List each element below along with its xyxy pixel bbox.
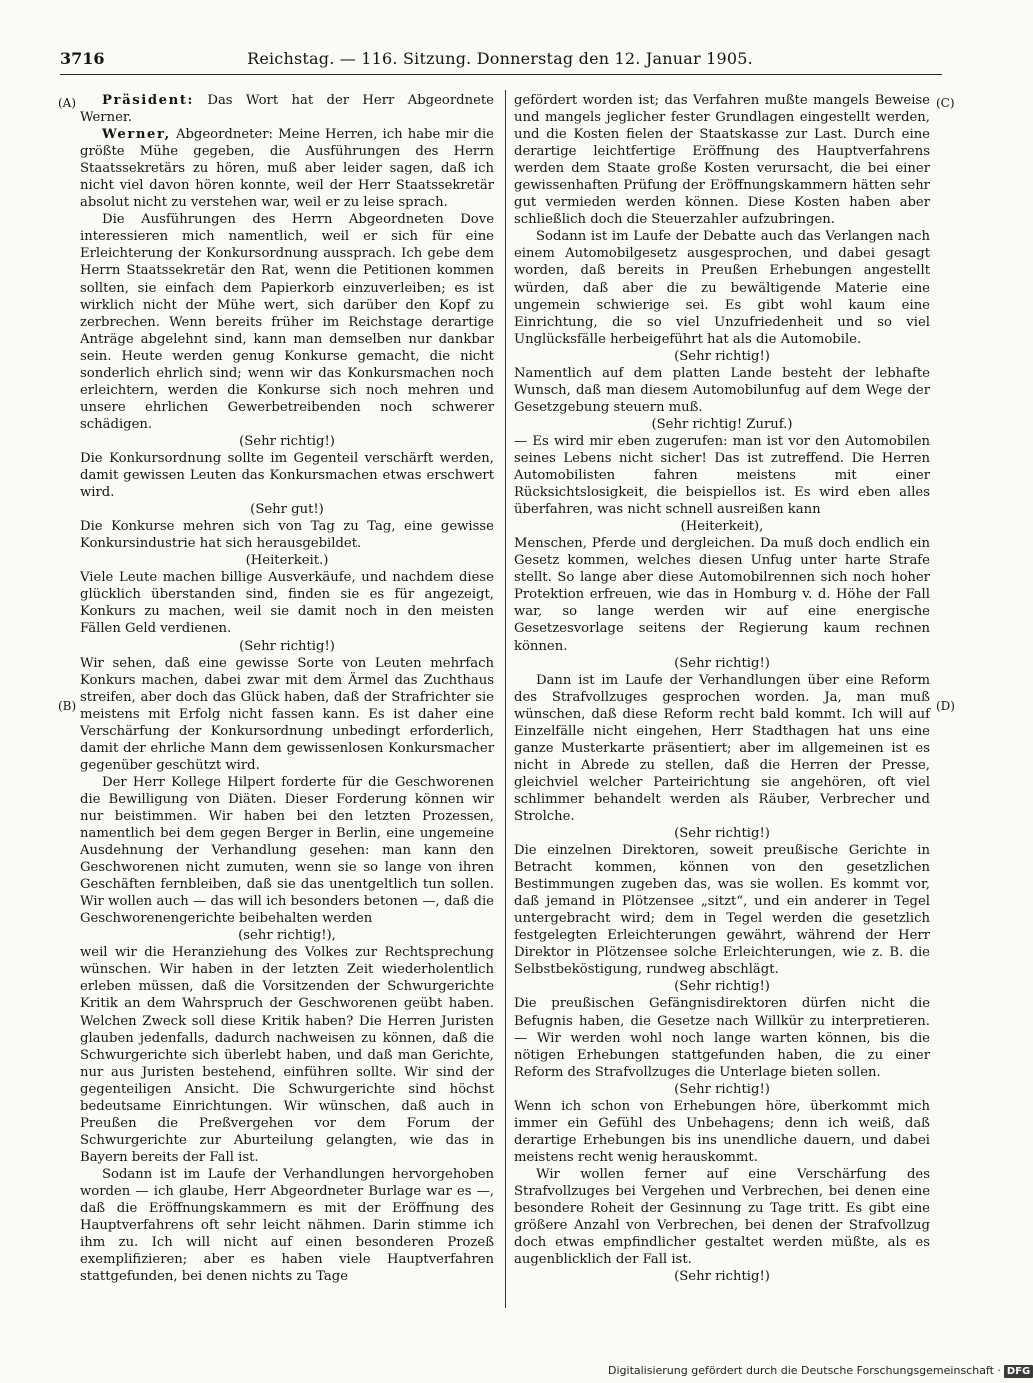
paragraph: Die Ausführungen des Herrn Abgeordneten Dove interessieren mich namentlich, weil er sich für eine Erleichterung der Konkursordnung aussprach. Ich gebe dem Herrn Staatssekretär den Rat, wenn die Petitionen kommen sollten, sie einfach dem Papierkorb einzuverleiben; es ist wirklich nicht der Mühe wert, sich darüber den Kopf zu zerbrechen. Wenn bereits früher im Reichstage derartige Anträge abgelehnt sind, kann man demselben nur dankbar sein. Heute werden genug Konkurse gemacht, die nicht sonderlich ehrlich sind; wenn wir das Konkursmachen noch erleichtern, werden die Konkurse sich noch mehren und unsere ehrlichen Gewerbetreibenden noch schwerer schädigen.	[80, 212, 494, 432]
interjection: (Sehr richtig! Zuruf.)	[651, 416, 793, 432]
page-number: 3716	[60, 49, 105, 68]
speaker-name: Präsident:	[102, 93, 195, 108]
paragraph: Menschen, Pferde und dergleichen. Da muß doch endlich ein Gesetz kommen, welches diesen Unfug unter harte Strafe stellt. So lange aber diese Automobilrennen sich noch hoher Protektion erfreuen, wie das in Homburg v. d. Höhe der Fall war, so lange werden wir auf eine energische Gesetzesvorlage seitens der Regierung kaum rechnen können.	[514, 536, 930, 654]
running-title: Reichstag. — 116. Sitzung. Donnerstag den 12. Januar 1905.	[247, 49, 753, 68]
paragraph: Die Konkursordnung sollte im Gegenteil verschärft werden, damit gewissen Leuten das Konkursmachen etwas erschwert wird.	[80, 450, 494, 501]
paragraph	[80, 92, 494, 126]
margin-marker-d: (D)	[936, 699, 955, 713]
page-header	[60, 49, 940, 71]
right-column	[514, 92, 930, 1285]
paragraph-text: Das Wort hat der Herr Abgeordnete Werner.	[80, 93, 494, 126]
interjection: (Sehr gut!)	[250, 502, 324, 518]
paragraph: Wir wollen ferner auf eine Verschärfung des Strafvollzuges bei Vergehen und Verbrechen, bei denen eine besondere Roheit der Gesinnung zu Tage tritt. Es gibt eine größere Anzahl von Verbrechen, bei denen der Strafvollzug doch etwas empfindlicher gestaltet werden müßte, als es augenblicklich der Fall ist.	[514, 1166, 930, 1268]
paragraph: Namentlich auf dem platten Lande besteht der lebhafte Wunsch, daß man diesem Automobilunfug auf dem Wege der Gesetzgebung steuern muß.	[514, 365, 930, 415]
paragraph	[80, 126, 494, 211]
left-column	[80, 92, 494, 1285]
interjection: (Sehr richtig!)	[674, 348, 770, 364]
interjection: (Sehr richtig!)	[674, 1269, 770, 1285]
interjection: (sehr richtig!),	[238, 928, 336, 944]
margin-marker-b: (B)	[58, 699, 77, 713]
digitization-credit	[608, 1364, 1033, 1378]
paragraph: Die Konkurse mehren sich von Tag zu Tag, eine gewisse Konkursindustrie hat sich herausgebildet.	[80, 519, 494, 552]
margin-marker-c: (C)	[936, 96, 955, 110]
paragraph: Sodann ist im Laufe der Debatte auch das Verlangen nach einem Automobilgesetz ausgesprochen, und dabei gesagt worden, daß bereits in Preußen Erhebungen angestellt würden, daß aber die zu bewältigende Materie eine ungemein schwierige sei. Es gibt wohl kaum eine Einrichtung, die so viel Unzufriedenheit und so viel Unglücksfälle herbeigeführt hat als die Automobile.	[514, 229, 930, 347]
paragraph: Der Herr Kollege Hilpert forderte für die Geschworenen die Bewilligung von Diäten. Dieser Forderung können wir nur beistimmen. Wir haben bei den letzten Prozessen, namentlich bei dem gegen Berger in Berlin, eine ungemeine Ausdehnung der Verhandlung gesehen: man kann den Geschworenen nicht zumuten, wenn sie so lange von ihren Geschäften fernbleiben, daß sie das unentgeltlich tun sollen. Wir wollen auch — das will ich besonders betonen —, daß die Geschworenengerichte beibehalten werden	[80, 774, 494, 927]
paragraph: Die einzelnen Direktoren, soweit preußische Gerichte in Betracht kommen, können von den gesetzlichen Bestimmungen zugeben das, was sie wollen. Es kommt vor, daß jemand in Plötzensee „sitzt“, und ein anderer in Tegel untergebracht wird; dem in Tegel werden die gesetzlich festgelegten Erleichterungen gewährt, während der Herr Direktor in Plötzensee solche Erleichterungen, wie z. B. die Selbstbeköstigung, rundweg abschlägt.	[514, 843, 930, 978]
paragraph: Die preußischen Gefängnisdirektoren dürfen nicht die Befugnis haben, die Gesetze nach Willkür zu interpretieren. — Wir werden wohl noch lange warten können, bis die nötigen Erhebungen stattgefunden haben, die zu einer Reform des Strafvollzuges die Unterlage bieten sollen.	[514, 996, 930, 1080]
credit-text: Digitalisierung gefördert durch die Deutsche Forschungsgemeinschaft ·	[608, 1364, 1001, 1377]
interjection: (Sehr richtig!)	[674, 826, 770, 842]
interjection: (Heiterkeit.)	[245, 553, 329, 569]
interjection: (Sehr richtig!)	[239, 433, 335, 449]
paragraph: Sodann ist im Laufe der Verhandlungen hervorgehoben worden — ich glaube, Herr Abgeordneter Burlage war es —, daß die Eröffnungskammern es mit der Eröffnung des Hauptverfahrens oft sehr leicht nähmen. Darin stimme ich ihm zu. Ich will nicht auf einen besonderen Prozeß exemplifizieren; aber es haben viele Hauptverfahren stattgefunden, bei denen nichts zu Tage	[80, 1166, 494, 1285]
dfg-logo: DFG	[1004, 1365, 1033, 1378]
column-divider	[505, 90, 506, 1308]
interjection: (Sehr richtig!)	[674, 655, 770, 671]
speaker-name: Werner,	[102, 127, 171, 143]
paragraph: Wenn ich schon von Erhebungen höre, überkommt mich immer ein Gefühl des Unbehagens; denn ich weiß, daß derartige Erhebungen bis ins unendliche dauern, und dabei meistens recht wenig herauskommt.	[514, 1098, 930, 1165]
interjection: (Sehr richtig!)	[674, 979, 770, 995]
interjection: (Heiterkeit),	[680, 519, 764, 535]
margin-marker-a: (A)	[58, 96, 77, 110]
paragraph: weil wir die Heranziehung des Volkes zur Rechtsprechung wünschen. Wir haben in der letzten Zeit wiederholentlich erleben müssen, daß die Vorsitzenden der Schwurgerichte Kritik an dem Wahrspruch der Geschworenen geübt haben. Welchen Zweck soll diese Kritik haben? Die Herren Juristen glauben jedenfalls, dadurch nachweisen zu können, daß die Schwurgerichte sich überlebt haben, und daß man Gerichte, nur aus Juristen bestehend, einführen sollte. Wir sind der gegenteiligen Ansicht. Die Schwurgerichte sind höchst bedeutsame Einrichtungen. Wir wünschen, daß auch in Preußen die Preßvergehen vor dem Forum der Schwurgerichte zur Aburteilung gelangten, wie das in Bayern bereits der Fall ist.	[80, 945, 494, 1165]
interjection: (Sehr richtig!)	[674, 1081, 770, 1097]
interjection: (Sehr richtig!)	[239, 638, 335, 654]
paragraph: Wir sehen, daß eine gewisse Sorte von Leuten mehrfach Konkurs machen, dabei zwar mit dem Ärmel das Zuchthaus streifen, aber doch das Glück haben, daß der Strafrichter sie meistens mit Erfolg nicht fassen kann. Es ist daher eine Verschärfung der Konkursordnung unbedingt erforderlich, damit der ehrliche Mann dem gewissenlosen Konkursmacher gegenüber geschützt wird.	[80, 655, 494, 773]
header-rule	[60, 74, 942, 75]
paragraph: — Es wird mir eben zugerufen: man ist vor den Automobilen seines Lebens nicht sicher! Das ist zutreffend. Die Herren Automobilisten fahren meistens mit einer Rücksichtslosigkeit, die beispiellos ist. Es wird eben alles überfahren, was nicht schnell ausreißen kann	[514, 433, 930, 518]
paragraph: Viele Leute machen billige Ausverkäufe, und nachdem diese glücklich überstanden sind, finden sie es für angezeigt, Konkurs zu machen, weil sie damit noch in den meisten Fällen Geld verdienen.	[80, 570, 494, 637]
paragraph: Dann ist im Laufe der Verhandlungen über eine Reform des Strafvollzuges gesprochen worden. Ja, man muß wünschen, daß diese Reform recht bald kommt. Ich will auf Einzelfälle nicht eingehen, Herr Stadthagen hat uns eine ganze Musterkarte präsentiert; aber im allgemeinen ist es nicht in Abrede zu stellen, daß die Herren der Presse, gleichviel welcher Parteirichtung sie angehören, oft viel schlimmer behandelt werden als Räuber, Verbrecher und Strolche.	[514, 672, 930, 824]
paragraph: gefördert worden ist; das Verfahren mußte mangels Beweise und mangels jeglicher fester Grundlagen eingestellt werden, und die Kosten fielen der Staatskasse zur Last. Durch eine derartige leichtfertige Eröffnung des Hauptverfahrens werden dem Staate große Kosten verursacht, die bei einer gewissenhaften Prüfung der Eröffnungskammern hätten sehr gut vermieden werden können. Diese Kosten haben aber schließlich doch die Steuerzahler aufzubringen.	[514, 93, 930, 228]
paragraph-text: Abgeordneter: Meine Herren, ich habe mir die größte Mühe gegeben, die Ausführungen des Herrn Staatssekretärs zu hören, muß aber leider sagen, daß ich nicht viel davon hören konnte, weil der Herr Staatssekretär absolut nicht zu verstehen war, weil er zu leise sprach.	[80, 127, 494, 211]
